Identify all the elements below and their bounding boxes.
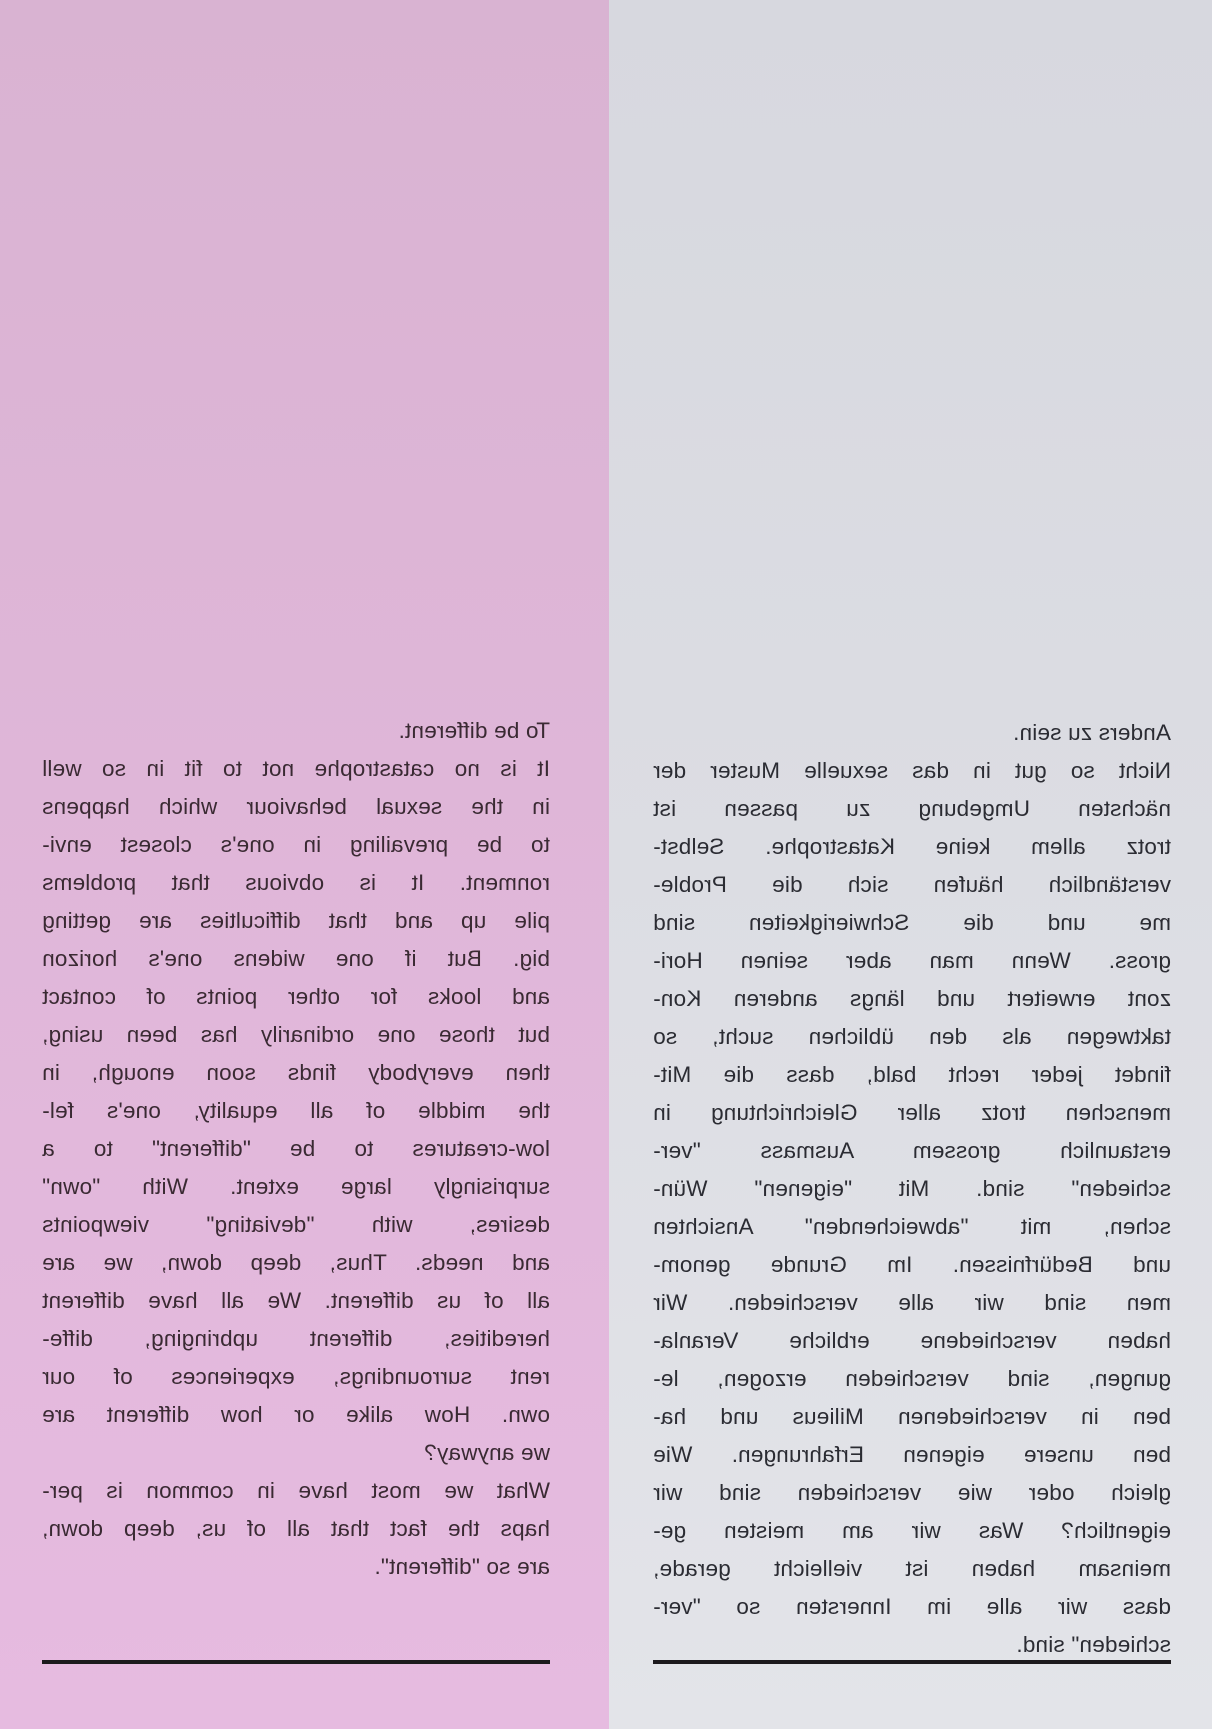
english-line: we anyway? <box>424 1440 550 1465</box>
german-line: taktwegen als den üblichen sucht, so <box>653 1024 1171 1049</box>
german-line: erstaunlich grossem Ausmass "ver- <box>653 1138 1171 1163</box>
english-line: then everybody finds soon enough, in <box>42 1060 550 1085</box>
german-line: und Bedürfnissen. Im Grunde genom- <box>653 1252 1171 1277</box>
english-line: and needs. Thus, deep down, we are <box>42 1250 550 1275</box>
german-line: gleich oder wie verschieden sind wir <box>653 1480 1171 1505</box>
german-text-block <box>653 714 1171 1664</box>
english-text-block <box>42 712 550 1586</box>
english-line: It is no catastrophe not to fit in so well <box>42 756 550 781</box>
german-line: trotz allem keine Katastrophe. Selbst- <box>653 834 1171 859</box>
grey-panel <box>609 0 1212 1729</box>
german-line: menschen trotz aller Gleichrichtung in <box>653 1100 1171 1125</box>
german-line: schen, mit "abweichenden" Ansichten <box>653 1214 1171 1239</box>
german-line: ben unsere eigenen Erfahrungen. Wie <box>653 1442 1171 1467</box>
english-line: own. How alike or how different are <box>42 1402 550 1427</box>
german-line: schieden" sind. <box>1016 1632 1171 1657</box>
english-line: surprisingly large extent. With "own" <box>42 1174 550 1199</box>
english-line: heredities, different upbringing, diffe- <box>42 1326 550 1351</box>
german-line: me und die Schwierigkeiten sind <box>653 910 1171 935</box>
english-line: and looks for other points of contact <box>42 984 550 1009</box>
english-line: in the sexual behaviour which happens <box>42 794 550 819</box>
english-line: all of us different. We all have different <box>42 1288 550 1313</box>
german-line: meinsam haben ist vielleicht gerade, <box>653 1556 1171 1581</box>
german-line: haben verschiedene erbliche Veranla- <box>653 1328 1171 1353</box>
english-line: ronment. It is obvious that problems <box>42 870 550 895</box>
english-title: To be different. <box>398 718 550 743</box>
german-line: schieden" sind. Mit "eigenen" Wün- <box>653 1176 1171 1201</box>
english-line: What we most have in common is per- <box>42 1478 550 1503</box>
german-line: nächsten Umgebung zu passen ist <box>653 796 1171 821</box>
english-line: low-creatures to be "different" to a <box>42 1136 550 1161</box>
german-line: gross. Wenn man aber seinen Hori- <box>653 948 1171 973</box>
english-line: rent surroundings, experiences of our <box>42 1364 550 1389</box>
english-line: but those one ordinarily has been using, <box>42 1022 550 1047</box>
german-line: men sind wir alle verschieden. Wir <box>653 1290 1171 1315</box>
english-bottom-rule <box>42 1660 550 1664</box>
english-line: haps the fact that all of us, deep down, <box>42 1516 550 1541</box>
german-bottom-rule <box>653 1660 1171 1664</box>
german-line: gungen, sind verschieden erzogen, le- <box>653 1366 1171 1391</box>
english-line: pile up and that difficulties are getting <box>42 908 550 933</box>
english-line: the middle of all equality, one's fel- <box>42 1098 550 1123</box>
german-line: verständlich häufen sich die Proble- <box>653 872 1171 897</box>
german-line: eigentlich? Was wir am meisten ge- <box>653 1518 1171 1543</box>
english-line: desires, with "deviating" viewpoints <box>42 1212 550 1237</box>
english-line: big. But if one widens one's horizon <box>42 946 550 971</box>
german-line: dass wir alle im Innersten so "ver- <box>653 1594 1171 1619</box>
german-line: findet jeder recht bald, dass die Mit- <box>653 1062 1171 1087</box>
german-line: ben in verschiedenen Milieus und ha- <box>653 1404 1171 1429</box>
german-line: Nicht so gut in das sexuelle Muster der <box>653 758 1171 783</box>
english-line: are so "different". <box>374 1554 550 1579</box>
german-line: zont erweitert und längs anderen Kon- <box>653 986 1171 1011</box>
english-line: to be prevailing in one's closest envi- <box>42 832 550 857</box>
german-title: Anders zu sein. <box>1012 720 1171 745</box>
